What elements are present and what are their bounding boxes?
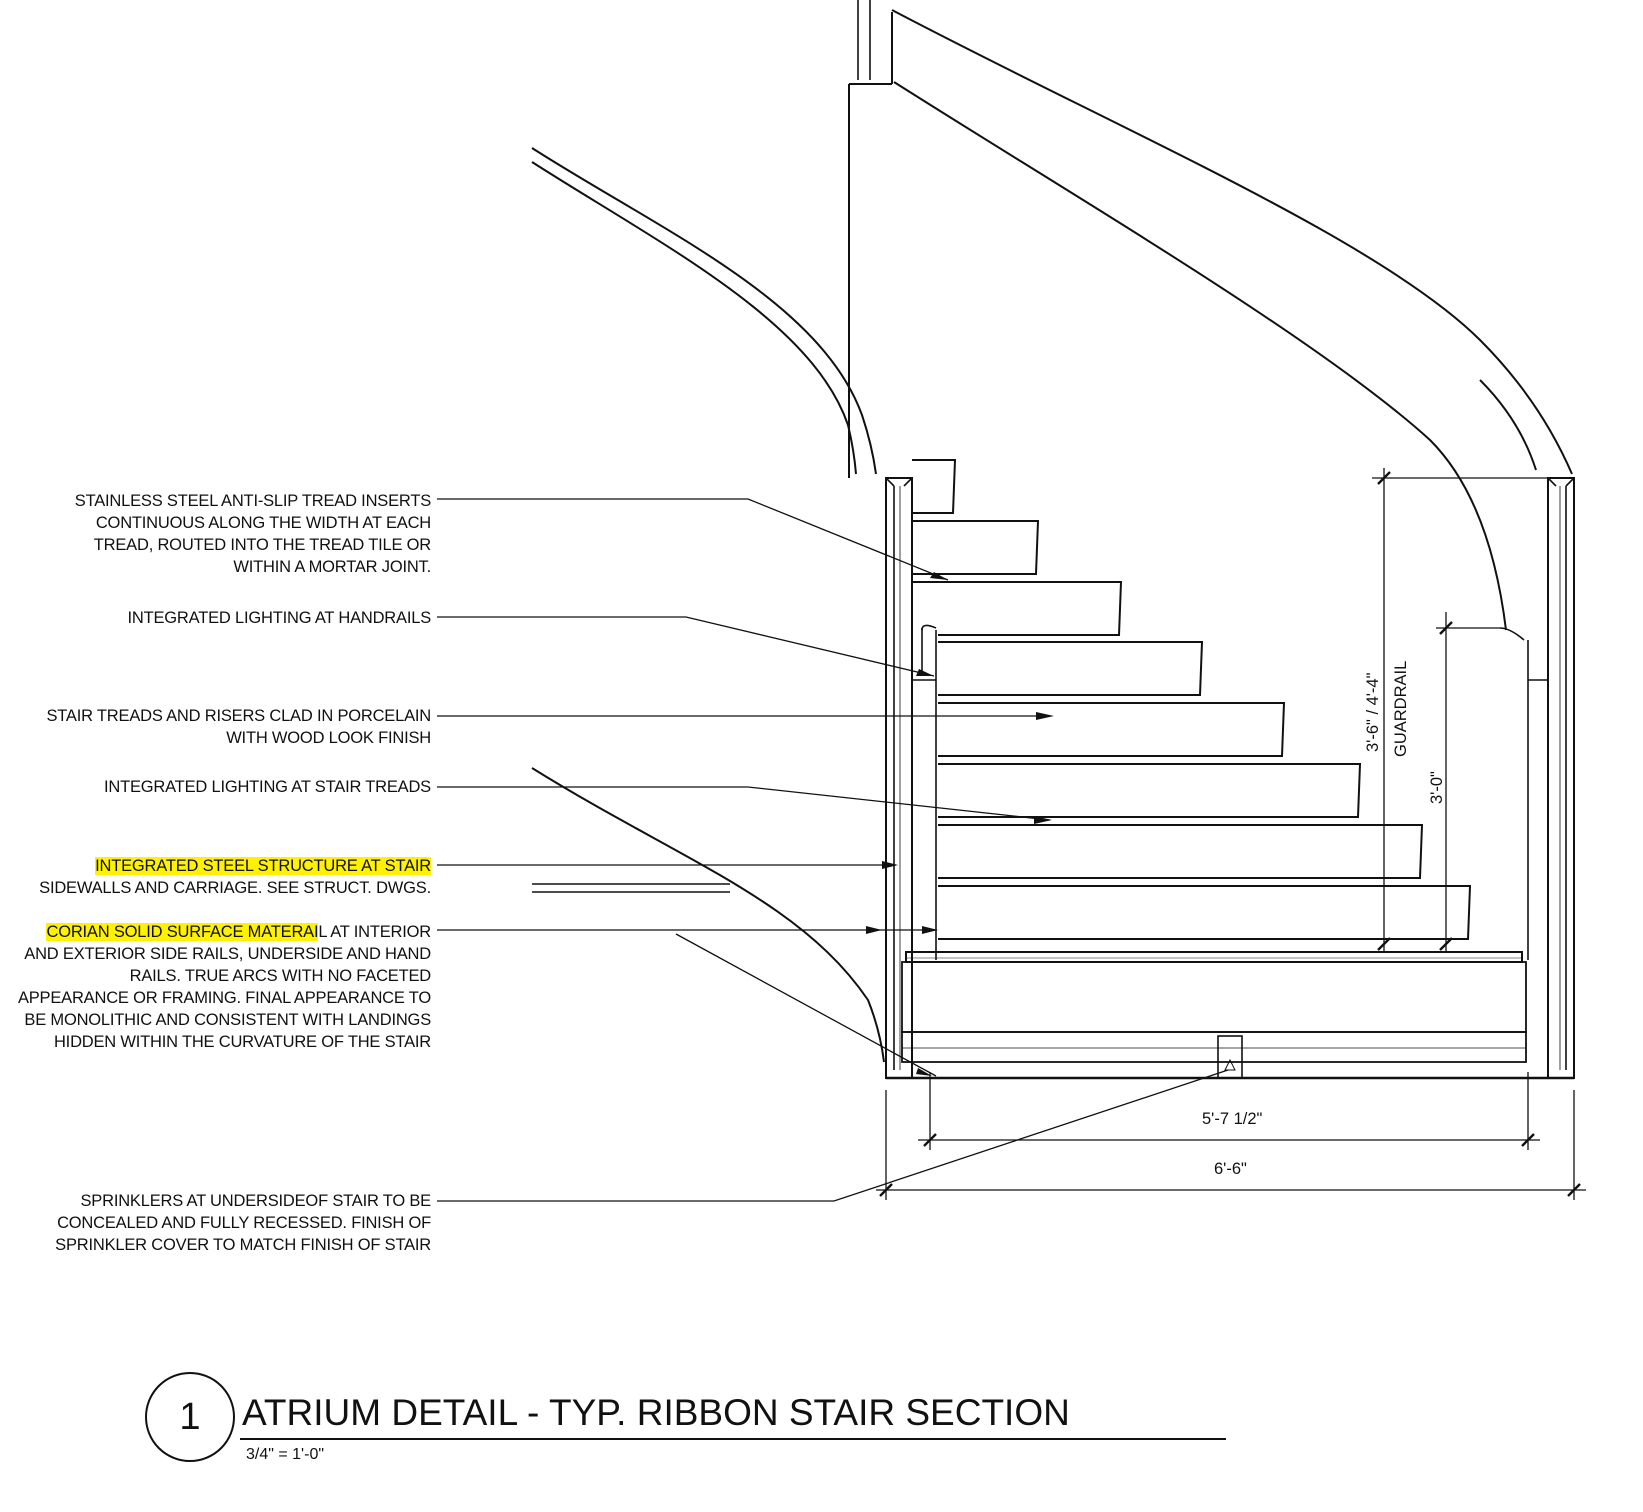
drawing-title: ATRIUM DETAIL - TYP. RIBBON STAIR SECTION (242, 1392, 1070, 1433)
left-ribbon-curve (532, 148, 876, 474)
drawing-scale: 3/4" = 1'-0" (246, 1446, 325, 1463)
detail-number-bubble: 1 (145, 1372, 235, 1462)
dimension-inner-width: 5'-7 1/2" (1202, 1110, 1263, 1128)
right-ribbon-curve (892, 10, 1572, 630)
horizontal-dimensions (876, 1072, 1586, 1200)
note-line: RAILS. TRUE ARCS WITH NO FACETED (129, 967, 431, 985)
note-handrail-lighting (11, 607, 431, 629)
note-tread-inserts (11, 490, 431, 578)
dimension-outer-width: 6'-6" (1214, 1160, 1247, 1178)
highlighted-text: INTEGRATED STEEL STRUCTURE AT STAIR (95, 857, 431, 875)
note-line: WITH WOOD LOOK FINISH (226, 729, 431, 747)
note-sprinklers (11, 1190, 431, 1256)
note-line: TREAD, ROUTED INTO THE TREAD TILE OR (93, 536, 431, 554)
note-line: CONTINUOUS ALONG THE WIDTH AT EACH (95, 514, 431, 532)
note-steel-structure (11, 855, 431, 899)
note-line: WITHIN A MORTAR JOINT. (233, 558, 431, 576)
note-line: SPRINKLER COVER TO MATCH FINISH OF STAIR (55, 1236, 431, 1254)
note-line: INTEGRATED LIGHTING AT HANDRAILS (127, 609, 431, 627)
leader-lines (437, 499, 1228, 1201)
left-sidewall (886, 478, 936, 1078)
note-line: SIDEWALLS AND CARRIAGE. SEE STRUCT. DWGS. (39, 879, 431, 897)
top-column (849, 0, 892, 478)
note-line: STAIR TREADS AND RISERS CLAD IN PORCELAIN (46, 707, 431, 725)
note-line: AND EXTERIOR SIDE RAILS, UNDERSIDE AND HAND (24, 945, 431, 963)
dimension-guardrail-label: GUARDRAIL (1392, 660, 1410, 757)
highlighted-text: CORIAN SOLID SURFACE MATERAI (46, 923, 319, 941)
title-underline (240, 1438, 1226, 1440)
stair-treads (912, 460, 1470, 939)
landing-slab (886, 952, 1574, 1078)
note-tread-lighting (11, 776, 431, 798)
note-line: HIDDEN WITHIN THE CURVATURE OF THE STAIR (53, 1033, 431, 1051)
dimension-guardrail-height: 3'-6" / 4'-4" (1364, 672, 1382, 752)
note-line: BE MONOLITHIC AND CONSISTENT WITH LANDINGS (24, 1011, 431, 1029)
left-handrail (922, 625, 936, 676)
note-line: INTEGRATED LIGHTING AT STAIR TREADS (103, 778, 431, 796)
dimension-inner-height: 3'-0" (1428, 771, 1446, 804)
note-line: SPRINKLERS AT UNDERSIDEOF STAIR TO BE (80, 1192, 431, 1210)
right-sidewall (1500, 478, 1574, 1078)
note-line: STAINLESS STEEL ANTI-SLIP TREAD INSERTS (74, 492, 431, 510)
underside-curve (532, 768, 884, 1062)
note-line: CONCEALED AND FULLY RECESSED. FINISH OF (57, 1214, 431, 1232)
note-corian (11, 921, 431, 1053)
carriage-lines (532, 884, 730, 892)
note-line: APPEARANCE OR FRAMING. FINAL APPEARANCE TO (17, 989, 431, 1007)
note-line: L AT INTERIOR (318, 923, 431, 941)
note-porcelain (11, 705, 431, 749)
